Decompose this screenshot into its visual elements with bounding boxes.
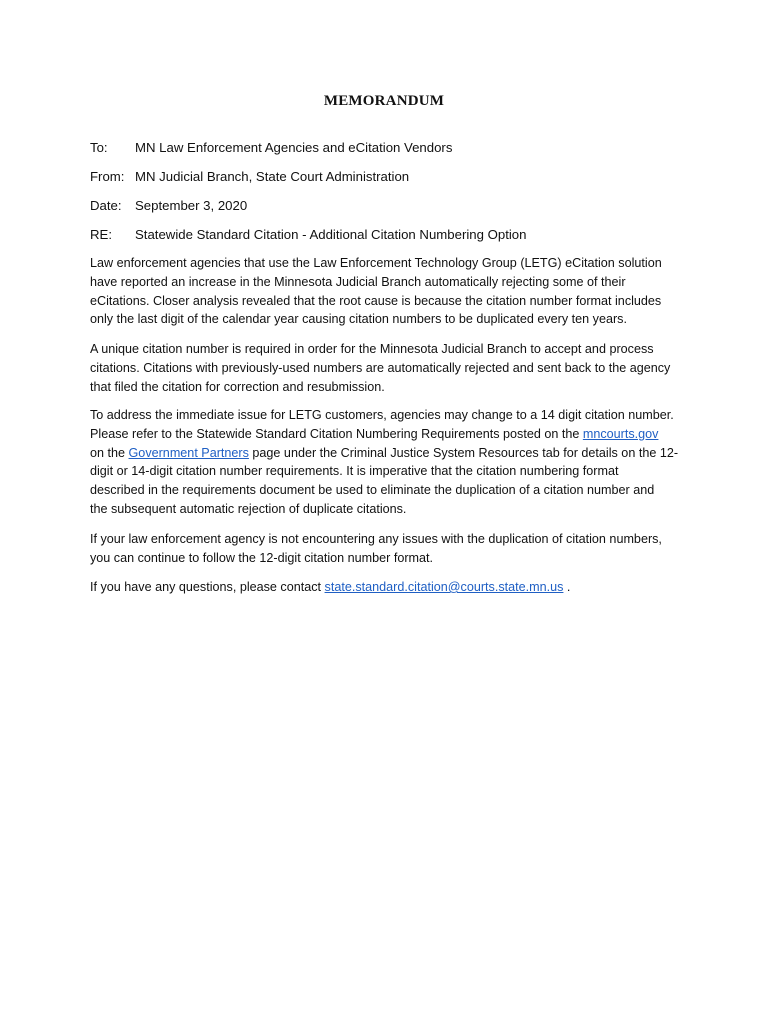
date-row bbox=[90, 197, 690, 215]
paragraph-line: only the last digit of the calendar year causing citation numbers to be duplicated every ten years. bbox=[90, 312, 627, 327]
paragraph-text: on the bbox=[90, 445, 129, 460]
mncourts-link[interactable]: mncourts.gov bbox=[582, 426, 659, 441]
paragraph-line: If your law enforcement agency is not encountering any issues with the duplication of citation numbers, bbox=[90, 532, 662, 546]
page-title: MEMORANDUM bbox=[323, 93, 445, 109]
paragraph-line: described in the requirements document be used to eliminate the duplication of a citation number and bbox=[90, 483, 655, 498]
to-label: To: bbox=[90, 140, 108, 155]
date-value: September 3, 2020 bbox=[135, 198, 248, 213]
re-value: Statewide Standard Citation - Additional Citation Numbering Option bbox=[135, 227, 527, 242]
paragraph-line: you can continue to follow the 12-digit citation number format. bbox=[90, 550, 434, 565]
paragraph-line: Law enforcement agencies that use the Law Enforcement Technology Group (LETG) eCitation solution bbox=[90, 256, 662, 270]
paragraph-line bbox=[90, 578, 690, 597]
paragraph-line: eCitations. Closer analysis revealed that the root cause is because the citation number format includes bbox=[90, 293, 662, 308]
paragraph-5 bbox=[90, 578, 690, 597]
paragraph-text: Please refer to the Statewide Standard Citation Numbering Requirements posted on the bbox=[90, 426, 583, 441]
paragraph-line bbox=[90, 444, 690, 463]
from-row bbox=[90, 168, 690, 186]
paragraph-4 bbox=[90, 530, 690, 568]
paragraph-1 bbox=[90, 254, 690, 329]
re-row bbox=[90, 226, 690, 244]
paragraph-line: have reported an increase in the Minnesota Judicial Branch automatically rejecting some of their bbox=[90, 274, 626, 289]
paragraph-3 bbox=[90, 406, 690, 519]
paragraph-text: . bbox=[563, 580, 571, 594]
paragraph-line: digit or 14-digit citation number requirements. It is imperative that the citation numbering format bbox=[90, 464, 619, 479]
paragraph-line: To address the immediate issue for LETG customers, agencies may change to a 14 digit citation number. bbox=[90, 408, 674, 422]
to-row bbox=[90, 139, 690, 157]
paragraph-line: citations. Citations with previously-used numbers are automatically rejected and sent back to the agency bbox=[90, 360, 671, 375]
contact-email-link[interactable]: state.standard.citation@courts.state.mn.us bbox=[324, 580, 564, 594]
paragraph-text: page under the Criminal Justice System Resources tab for details on the 12- bbox=[248, 445, 679, 460]
date-label: Date: bbox=[90, 198, 122, 213]
from-value: MN Judicial Branch, State Court Administration bbox=[135, 169, 410, 184]
re-label: RE: bbox=[90, 227, 112, 242]
to-value: MN Law Enforcement Agencies and eCitation Vendors bbox=[135, 140, 453, 155]
paragraph-line: the subsequent automatic rejection of duplicate citations. bbox=[90, 501, 407, 516]
from-label: From: bbox=[90, 169, 125, 184]
government-partners-link[interactable]: Government Partners bbox=[128, 445, 249, 460]
paragraph-line: that filed the citation for correction and resubmission. bbox=[90, 379, 385, 394]
paragraph-line: A unique citation number is required in order for the Minnesota Judicial Branch to accept and process bbox=[90, 342, 654, 356]
paragraph-2 bbox=[90, 340, 690, 396]
paragraph-line bbox=[90, 425, 690, 444]
paragraph-text: If you have any questions, please contact bbox=[90, 580, 325, 594]
